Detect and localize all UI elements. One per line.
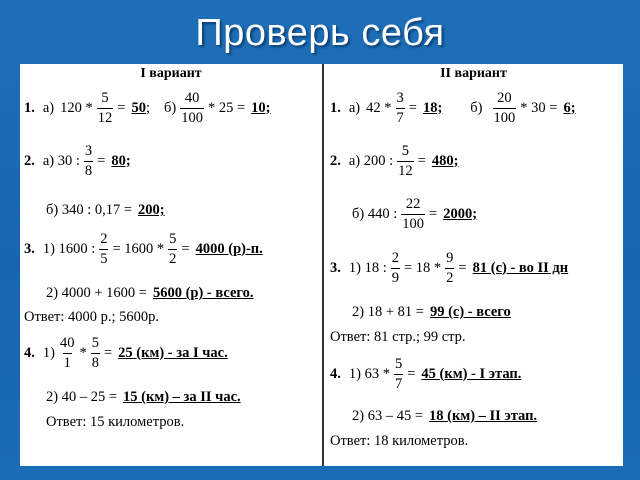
expression: 120 * xyxy=(60,99,93,116)
task-4-answer: Ответ: 18 километров. xyxy=(330,433,469,449)
fraction: $\frac{22}{100}$ xyxy=(402,196,424,232)
task-3-answer: Ответ: 81 стр.; 99 стр. xyxy=(330,329,466,345)
task-2a-line: 2. а) 30 : $\frac{3}{8}$ = 80; xyxy=(24,143,131,179)
answer: 5600 (р) - всего. xyxy=(152,285,254,301)
task-3a-line: 3. 1) 18 : $\frac{2}{9}$ = 18 * $\frac{9}{2}$ = 81 (с) - во II дн xyxy=(330,250,569,286)
task-number: 1. xyxy=(24,99,35,116)
fraction: $\frac{5}{12}$ xyxy=(398,143,413,179)
answer: 2000; xyxy=(443,205,478,222)
answer: 200; xyxy=(138,202,165,218)
expression: а) 30 : xyxy=(42,152,80,169)
answer: 6; xyxy=(563,99,576,116)
answer: 45 (км) - I этап. xyxy=(421,365,522,382)
answer: 81 (с) - во II дн xyxy=(472,259,569,276)
fraction: $\frac{5}{7}$ xyxy=(394,356,403,392)
answer: 15 (км) – за II час. xyxy=(123,389,241,405)
part-a-label: а) xyxy=(42,99,55,116)
fraction: $\frac{9}{2}$ xyxy=(446,250,454,286)
answer: 18; xyxy=(422,99,443,116)
fraction: $\frac{5}{8}$ xyxy=(91,335,99,371)
fraction: $\frac{3}{8}$ xyxy=(84,143,93,179)
task-4a-line: 4. 1) $\frac{40}{1}$ * $\frac{5}{8}$ = 25 (км) - за I час. xyxy=(24,335,228,371)
fraction: $\frac{20}{100}$ xyxy=(493,90,516,126)
expression: * 25 = xyxy=(207,99,246,116)
expression: 1) 1600 : xyxy=(42,240,96,257)
task-4a-line: 4. 1) 63 * $\frac{5}{7}$ = 45 (км) - I этап. xyxy=(330,356,522,392)
expression: б) 340 : 0,17 = xyxy=(46,202,133,218)
variant-1-header: I вариант xyxy=(140,66,202,81)
fraction: $\frac{2}{5}$ xyxy=(100,231,108,267)
expression: 2) 40 – 25 = xyxy=(46,389,118,405)
fraction: $\frac{5}{12}$ xyxy=(97,90,113,126)
slide-title: Проверь себя xyxy=(195,12,445,54)
task-2b-line: б) 440 : $\frac{22}{100}$ = 2000; xyxy=(352,196,478,232)
task-3b-line: 2) 18 + 81 = 99 (с) - всего xyxy=(352,304,511,320)
task-3a-line: 3. 1) 1600 : $\frac{2}{5}$ = 1600 * $\frac{5}{2}$ = 4000 (р)-п. xyxy=(24,231,263,267)
task-3b-line xyxy=(46,285,254,302)
fraction: $\frac{5}{2}$ xyxy=(169,231,177,267)
answer: 50 xyxy=(131,99,146,116)
fraction: $\frac{2}{9}$ xyxy=(391,250,399,286)
expression: 2) 4000 + 1600 = xyxy=(46,285,147,301)
task-3-answer: Ответ: 4000 р.; 5600р. xyxy=(24,309,160,325)
task-4b-line xyxy=(46,389,241,406)
fraction: $\frac{40}{100}$ xyxy=(181,90,203,126)
variant-2-header: II вариант xyxy=(440,66,507,81)
part-b-label: б) xyxy=(163,99,177,116)
variant-2-column xyxy=(324,64,623,466)
answer: 18 (км) – II этап. xyxy=(429,408,538,424)
task-4-answer: Ответ: 15 километров. xyxy=(46,414,185,430)
task-1-line: 1. а) 42 * $\frac{3}{7}$ = 18; б) $\frac{20}{100}$ * 30 = 6; xyxy=(330,90,576,126)
answer: 99 (с) - всего xyxy=(429,304,511,320)
task-2a-line: 2. а) 200 : $\frac{5}{12}$ = 480; xyxy=(330,143,459,179)
variant-1-column xyxy=(20,64,322,466)
task-4b-line: 2) 63 – 45 = 18 (км) – II этап. xyxy=(352,408,538,424)
fraction: $\frac{3}{7}$ xyxy=(396,90,404,126)
answer: 480; xyxy=(431,152,459,169)
answer: 25 (км) - за I час. xyxy=(118,344,228,361)
task-1-line: 1. а) 120 * $\frac{5}{12}$ = 50 ; б) $\frac{40}{100}$ * 25 = 10; xyxy=(24,90,271,126)
answer: 80; xyxy=(111,152,131,169)
answer: 10; xyxy=(251,99,271,116)
answer: 4000 (р)-п. xyxy=(195,240,263,257)
fraction: $\frac{40}{1}$ xyxy=(59,335,75,371)
task-2b-line xyxy=(46,202,165,219)
